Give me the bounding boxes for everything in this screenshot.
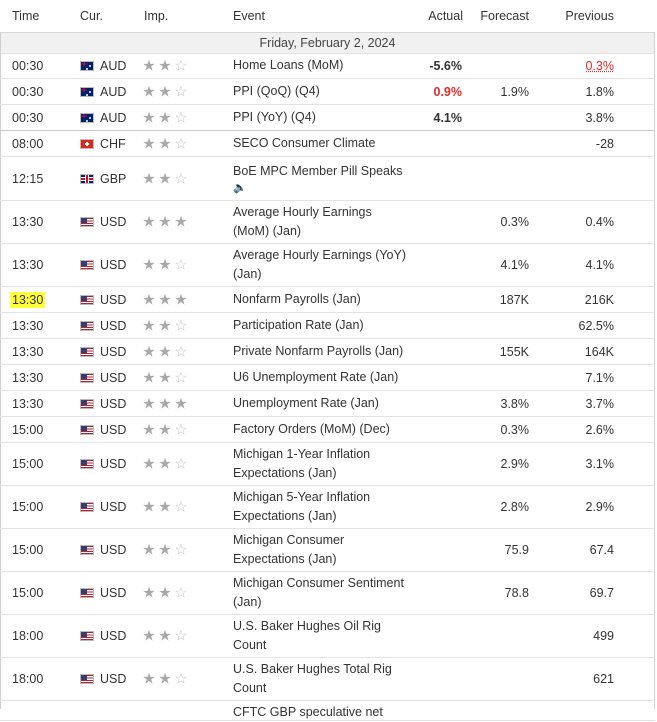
event-name[interactable] [233,443,408,485]
importance-stars [142,629,190,644]
event-name[interactable] [233,157,408,200]
star-icon: ★ [142,170,158,187]
star-icon: ★ [158,213,174,231]
star-icon: ★ [142,83,158,100]
table-row[interactable] [0,486,655,529]
flag-aud-icon [80,61,94,71]
star-icon: ☆ [174,498,190,516]
event-time: 13:30 [12,370,44,385]
table-row[interactable] [0,53,655,79]
event-currency: AUD [100,58,127,73]
star-icon: ★ [174,291,190,308]
star-icon: ★ [174,395,190,412]
event-label[interactable]: Michigan Consumer Sentiment (Jan) [233,576,404,609]
table-row[interactable] [0,443,655,486]
event-label[interactable]: Factory Orders (MoM) (Dec) [233,422,390,436]
event-label[interactable]: CFTC GBP speculative net [233,705,383,719]
event-time: 15:00 [12,500,44,514]
header-forecast[interactable]: Forecast [480,9,529,23]
event-time: 15:00 [12,422,44,437]
event-name[interactable] [233,417,408,442]
event-time: 08:00 [12,136,44,151]
star-icon: ★ [158,343,174,360]
event-label[interactable]: Home Loans (MoM) [233,58,344,72]
event-name[interactable] [233,391,408,416]
event-label[interactable]: SECO Consumer Climate [233,136,376,150]
star-icon: ★ [158,170,174,187]
flag-usd-icon [80,347,94,357]
table-row[interactable] [0,287,655,313]
event-forecast: 75.9 [504,543,529,557]
event-currency: USD [100,422,127,437]
event-name[interactable] [233,572,408,614]
table-row[interactable] [0,79,655,105]
event-forecast: 187K [499,292,529,307]
event-name[interactable] [233,244,408,286]
star-icon: ★ [158,369,174,386]
event-name[interactable] [233,79,408,104]
star-icon: ★ [158,670,174,688]
star-icon: ☆ [174,584,190,602]
event-time: 15:00 [12,457,44,471]
event-label[interactable]: Nonfarm Payrolls (Jan) [233,292,361,306]
table-header [0,0,655,33]
table-row[interactable] [0,572,655,615]
event-forecast: 2.9% [500,457,529,471]
event-currency: USD [100,396,127,411]
importance-stars [142,457,190,472]
flag-usd-icon [80,295,94,305]
event-name[interactable] [233,703,408,720]
star-icon: ★ [174,213,190,231]
table-row[interactable] [0,417,655,443]
flag-usd-icon [80,373,94,383]
event-name[interactable] [233,365,408,390]
star-icon: ★ [142,395,158,412]
event-label[interactable]: Average Hourly Earnings (MoM) (Jan) [233,205,372,238]
table-row[interactable] [0,529,655,572]
importance-stars [142,318,190,333]
event-label[interactable]: BoE MPC Member Pill Speaks [233,164,403,178]
importance-stars [142,500,190,515]
flag-usd-icon [80,321,94,331]
flag-chf-icon [80,139,94,149]
event-previous: 164K [584,344,614,359]
event-currency: USD [100,629,127,643]
flag-usd-icon [80,260,94,270]
importance-stars [142,292,190,307]
star-icon: ★ [158,109,174,126]
event-forecast: 2.8% [500,500,529,514]
star-icon: ★ [158,291,174,308]
importance-stars [142,58,190,73]
star-icon: ★ [158,584,174,602]
flag-usd-icon [80,217,94,227]
event-name[interactable] [233,615,408,657]
star-icon: ★ [142,109,158,126]
star-icon: ☆ [174,317,190,334]
event-name[interactable] [233,105,408,130]
importance-stars [142,258,190,273]
event-forecast: 1.9% [500,84,529,99]
event-label[interactable]: Participation Rate (Jan) [233,318,364,332]
importance-stars [142,370,190,385]
speaker-icon[interactable]: 🔈 [233,182,247,194]
event-currency: AUD [100,110,127,125]
table-row[interactable] [0,365,655,391]
star-icon: ★ [142,256,158,274]
event-label[interactable]: U.S. Baker Hughes Oil Rig Count [233,619,381,652]
star-icon: ★ [142,627,158,645]
star-icon: ★ [142,317,158,334]
star-icon: ★ [158,135,174,152]
event-name[interactable] [233,53,408,78]
event-currency: USD [100,370,127,385]
star-icon: ★ [158,256,174,274]
event-forecast: 78.8 [504,586,529,600]
header-actual[interactable]: Actual [428,9,463,23]
event-name[interactable] [233,529,408,571]
event-currency: USD [100,586,127,600]
star-icon: ★ [142,498,158,516]
event-previous: 3.7% [585,396,614,411]
star-icon: ★ [142,213,158,231]
event-currency: USD [100,292,127,307]
flag-usd-icon [80,502,94,512]
event-name[interactable] [233,313,408,338]
event-forecast: 0.3% [500,422,529,437]
star-icon: ★ [158,83,174,100]
importance-stars [142,396,190,411]
importance-stars [142,672,190,687]
star-icon: ☆ [174,83,190,100]
flag-usd-icon [80,631,94,641]
event-forecast: 3.8% [500,396,529,411]
star-icon: ★ [158,455,174,473]
event-previous: 621 [593,672,614,686]
event-previous: 2.9% [585,500,614,514]
event-time: 15:00 [12,543,44,557]
event-forecast: 155K [499,344,529,359]
header-previous[interactable]: Previous [565,9,614,23]
star-icon: ★ [142,670,158,688]
star-icon: ★ [142,584,158,602]
importance-stars [142,344,190,359]
event-time: 13:30 [12,318,44,333]
star-icon: ☆ [174,256,190,274]
event-previous: 7.1% [585,370,614,385]
event-currency: AUD [100,84,127,99]
event-actual: 4.1% [433,110,462,125]
event-label[interactable]: PPI (QoQ) (Q4) [233,84,320,98]
event-previous: 69.7 [589,586,614,600]
star-icon: ☆ [174,421,190,438]
event-previous: -28 [595,136,614,151]
event-previous: 4.1% [585,258,614,272]
star-icon: ☆ [174,170,190,187]
star-icon: ★ [142,343,158,360]
event-name[interactable] [233,201,408,243]
event-name[interactable] [233,486,408,528]
star-icon: ★ [158,498,174,516]
star-icon: ★ [158,317,174,334]
event-previous: 499 [593,629,614,643]
star-icon: ☆ [174,670,190,688]
event-previous: 216K [584,292,614,307]
star-icon: ☆ [174,57,190,74]
flag-gbp-icon [80,174,94,184]
importance-stars [142,586,190,601]
event-time: 13:30 [12,396,44,411]
event-currency: USD [100,215,127,229]
star-icon: ★ [158,395,174,412]
event-previous: 3.8% [585,110,614,125]
flag-usd-icon [80,459,94,469]
event-previous: 0.4% [585,215,614,229]
event-currency: USD [100,672,127,686]
event-name[interactable] [233,287,408,312]
importance-stars [142,215,190,230]
importance-stars [142,422,190,437]
star-icon: ★ [142,57,158,74]
event-actual: -5.6% [429,58,462,73]
table-row[interactable] [0,701,655,721]
event-time: 15:00 [12,586,44,600]
flag-usd-icon [80,425,94,435]
event-currency: USD [100,258,127,272]
flag-usd-icon [80,399,94,409]
star-icon: ★ [142,135,158,152]
flag-aud-icon [80,113,94,123]
star-icon: ★ [142,421,158,438]
table-row[interactable] [0,339,655,365]
events-table [0,53,655,721]
header-importance[interactable]: Imp. [144,9,169,23]
event-previous: 62.5% [578,318,614,333]
event-label[interactable]: PPI (YoY) (Q4) [233,110,316,124]
event-name[interactable] [233,658,408,700]
table-row[interactable] [0,201,655,244]
star-icon: ★ [142,541,158,559]
event-time: 13:30 [12,258,44,272]
star-icon: ★ [142,369,158,386]
table-row[interactable] [0,313,655,339]
star-icon: ☆ [174,455,190,473]
star-icon: ★ [142,291,158,308]
event-label[interactable]: U6 Unemployment Rate (Jan) [233,370,399,384]
table-row[interactable] [0,244,655,287]
event-label[interactable]: Unemployment Rate (Jan) [233,396,379,410]
table-row[interactable] [0,157,655,201]
event-time: 13:30 [12,344,44,359]
event-actual: 0.9% [433,84,462,99]
star-icon: ☆ [174,343,190,360]
header-time[interactable]: Time [12,9,40,23]
event-name[interactable] [233,339,408,364]
flag-aud-icon [80,87,94,97]
star-icon: ★ [158,421,174,438]
event-previous: 1.8% [585,84,614,99]
table-row[interactable] [0,615,655,658]
event-label[interactable]: Michigan Consumer Expectations (Jan) [233,533,345,566]
star-icon: ☆ [174,109,190,126]
header-currency[interactable]: Cur. [80,9,103,23]
event-currency: CHF [100,136,126,151]
event-previous: 3.1% [585,457,614,471]
star-icon: ☆ [174,135,190,152]
event-time: 13:30 [12,292,44,307]
event-previous: 67.4 [589,543,614,557]
importance-stars [142,171,190,186]
importance-stars [142,84,190,99]
table-row[interactable] [0,658,655,701]
importance-stars [142,136,190,151]
event-currency: USD [100,457,127,471]
star-icon: ☆ [174,627,190,645]
star-icon: ★ [158,627,174,645]
event-currency: USD [100,318,127,333]
event-currency: USD [100,344,127,359]
event-time: 00:30 [12,110,44,125]
star-icon: ★ [158,57,174,74]
event-time: 13:30 [12,215,44,229]
table-row[interactable] [0,391,655,417]
star-icon: ☆ [174,369,190,386]
star-icon: ★ [142,455,158,473]
flag-usd-icon [80,545,94,555]
table-row[interactable] [0,105,655,131]
event-currency: USD [100,543,127,557]
event-name[interactable] [233,131,408,156]
event-forecast: 0.3% [500,215,529,229]
event-time: 18:00 [12,629,44,643]
flag-usd-icon [80,588,94,598]
event-previous: 2.6% [585,422,614,437]
event-label[interactable]: U.S. Baker Hughes Total Rig Count [233,662,392,695]
event-label[interactable]: Michigan 1-Year Inflation Expectations (Jan) [233,447,371,480]
event-currency: GBP [100,171,127,186]
event-time: 00:30 [12,58,44,73]
day-divider: Friday, February 2, 2024 [1,33,654,54]
importance-stars [142,543,190,558]
event-currency: USD [100,500,127,514]
star-icon: ★ [158,541,174,559]
event-forecast: 4.1% [500,258,529,272]
flag-usd-icon [80,674,94,684]
importance-stars [142,110,190,125]
event-previous[interactable]: 0.3% [585,58,614,73]
event-time: 12:15 [12,171,44,186]
event-label[interactable]: Average Hourly Earnings (YoY) (Jan) [233,248,407,281]
header-event[interactable]: Event [233,9,265,23]
table-row[interactable] [0,131,655,157]
event-label[interactable]: Michigan 5-Year Inflation Expectations (Jan) [233,490,371,523]
star-icon: ☆ [174,541,190,559]
event-time: 00:30 [12,84,44,99]
event-label[interactable]: Private Nonfarm Payrolls (Jan) [233,344,404,358]
event-time: 18:00 [12,672,44,686]
